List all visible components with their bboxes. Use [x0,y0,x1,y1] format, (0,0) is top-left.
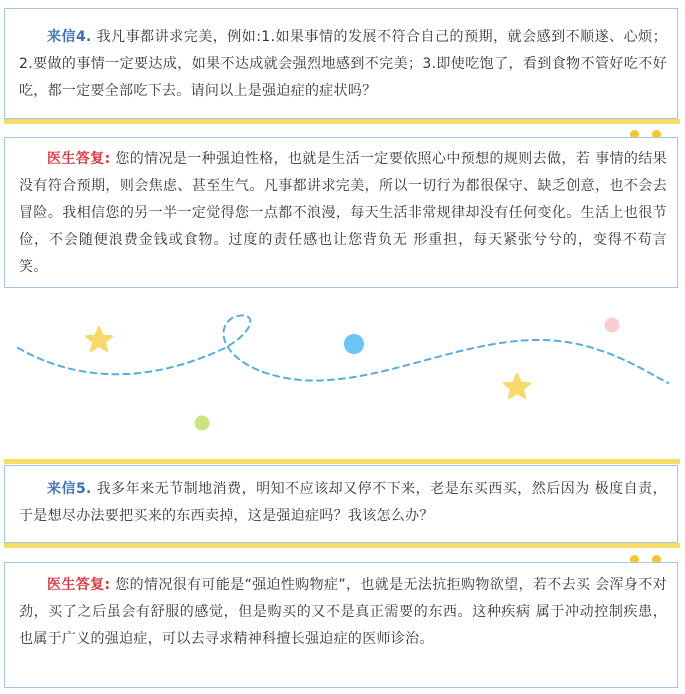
letter-4-text: 我凡事都讲求完美，例如:1.如果事情的发展不符合自己的预期，就会感到不顺遂、心烦；2.要做的事情一定要达成，如果不达成就会强烈地感到不完美；3.即使吃饱了，看到食物不管好吃不好吃，都一定要全部吃下去。请问以上是强迫症的症状吗？ [19,29,667,99]
letter-5-content [19,476,667,530]
circle-icon [195,416,210,431]
reply-5-card [4,562,678,688]
dashed-wave [18,315,668,383]
letter-4-content [19,24,667,105]
star-icon [86,327,112,351]
divider-rule [4,543,680,548]
decorative-band [0,298,685,448]
reply-4-label: 医生答复: [47,151,111,167]
reply-4-text: 您的情况是一种强迫性格，也就是生活一定要依照心中预想的规则去做，若 事情的结果没有符合预期，则会焦虑、甚至生气。凡事都讲求完美，所以一切行为都很保守、缺乏创意，也不会去冒险。我相信您的另一半一定觉得您一点都不浪漫，每天生活非常规律却没有任何变化。生活上也很节俭，不会随便浪费金钱或食物。过度的责任感也让您背负无 形重担，每天紧张兮兮的，变得不苟言笑。 [19,151,667,275]
divider-rule [4,459,680,464]
circle-icon [344,334,364,354]
letter-5-card [4,465,678,543]
reply-5-text: 您的情况很有可能是“强迫性购物症”，也就是无法抗拒购物欲望，若不去买 会浑身不对劲，买了之后虽会有舒服的感觉，但是购买的又不是真正需要的东西。这种疾病 属于冲动控制疾患，也属于广义的强迫症，可以去寻求精神科擅长强迫症的医师诊治。 [19,577,667,647]
reply-4-card [4,137,678,288]
letter-4-label: 来信4. [47,29,92,45]
circle-icon [605,318,620,333]
reply-5-content [19,572,667,653]
divider-rule [4,119,680,124]
letter-5-label: 来信5. [47,481,92,497]
letter-4-card [4,8,678,119]
reply-5-label: 医生答复: [47,577,111,593]
star-icon [504,374,530,398]
reply-4-content [19,146,667,281]
letter-5-text: 我多年来无节制地消费，明知不应该却又停不下来，老是东买西买，然后因为 极度自责，于是想尽办法要把买来的东西卖掉，这是强迫症吗？我该怎么办？ [19,481,667,524]
